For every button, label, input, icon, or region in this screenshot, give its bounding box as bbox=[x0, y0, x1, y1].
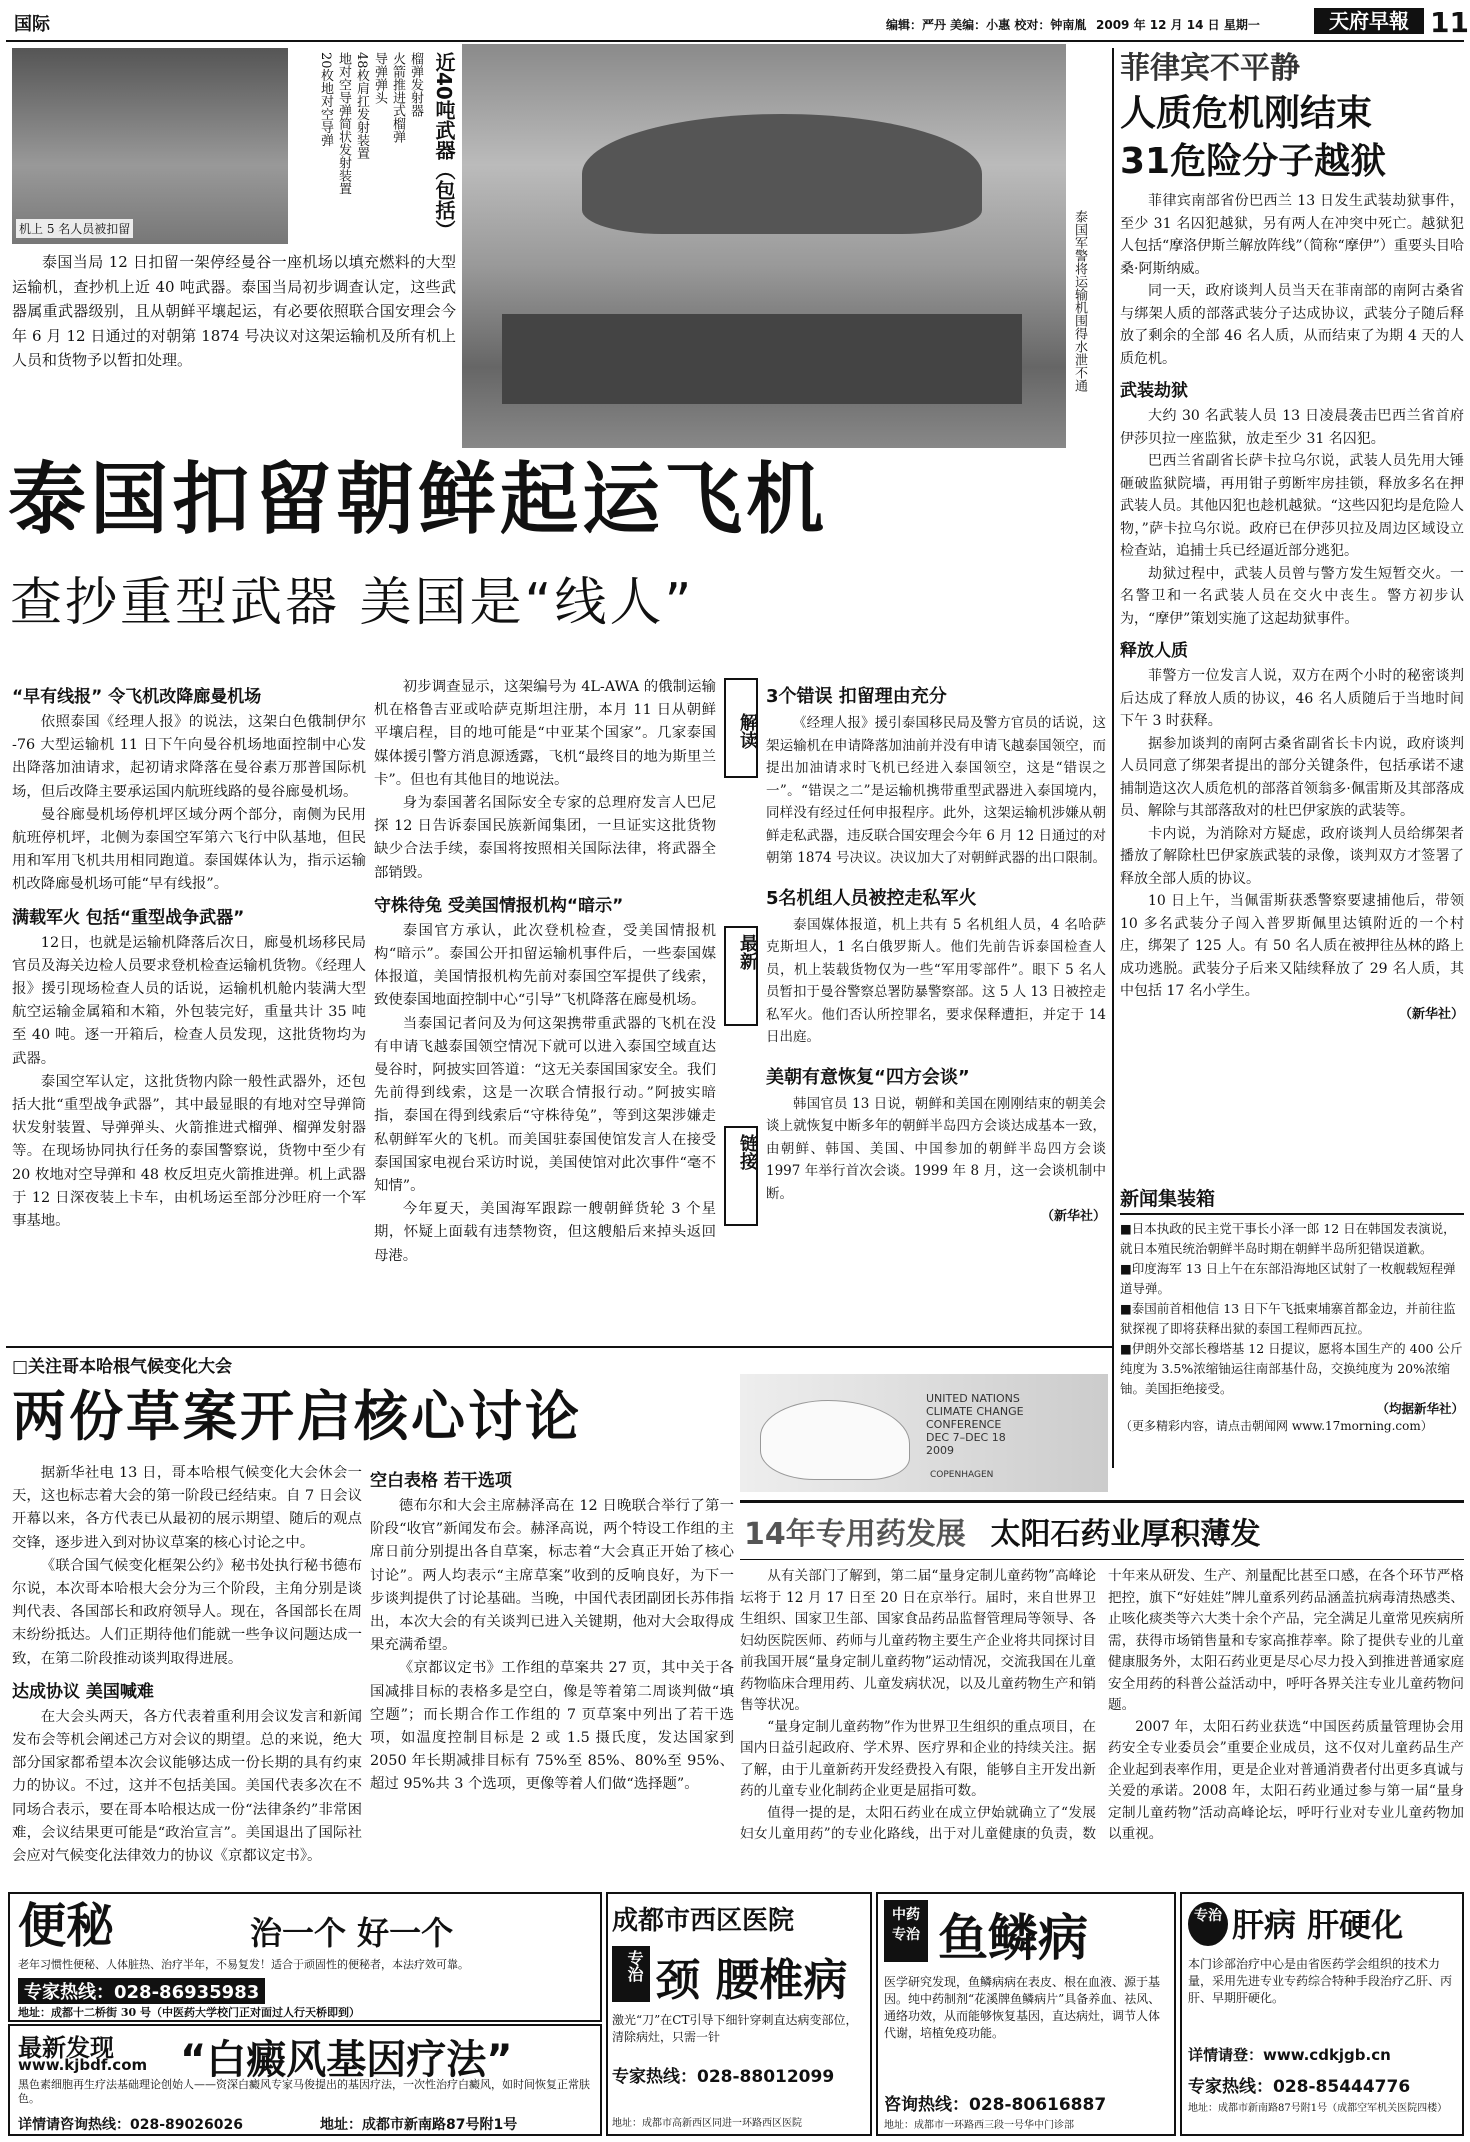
lead-column-2 bbox=[374, 676, 716, 1336]
ad-constipation[interactable] bbox=[8, 1892, 602, 2022]
body-paragraph: 同一天，政府谈判人员当天在菲南部的南阿古桑省与绑架人质的部落武装分子达成协议，武装分子随后释放了剩余的全部 46 名人质，从而结束了为期 4 天的人质危机。 bbox=[1120, 283, 1464, 367]
lead-headline: 泰国扣留朝鲜起运飞机 bbox=[8, 455, 829, 545]
banner-line: DEC 7–DEC 18 bbox=[926, 1431, 1006, 1444]
banner-line: 2009 bbox=[926, 1444, 954, 1457]
banner-city: COPENHAGEN bbox=[930, 1470, 994, 1480]
ad-liver[interactable] bbox=[1180, 1892, 1464, 2136]
ad-phone: 咨询热线：028-80616887 bbox=[884, 2095, 1107, 2115]
pharma-headline-a: 14年专用药发展 bbox=[744, 1517, 966, 1552]
brief-item: ■日本执政的民主党干事长小泽一郎 12 日在韩国发表演说，就日本殖民统治朝鲜半岛时期在朝鲜半岛所犯错误道歉。 bbox=[1120, 1221, 1456, 1256]
right-column-divider bbox=[1112, 48, 1114, 1468]
banner-line: CLIMATE CHANGE bbox=[926, 1405, 1024, 1418]
polar-bear-icon bbox=[760, 1400, 910, 1480]
brief-item: ■伊朗外交部长穆塔基 12 日提议，愿将本国生产的 400 公斤纯度为 3.5%浓缩铀运往南部基什岛，交换纯度为 20%浓缩铀。美国拒绝接受。 bbox=[1120, 1341, 1463, 1396]
lianjie-label: 链接 bbox=[724, 1126, 758, 1226]
body-paragraph: 10 日上午，当佩雷斯获悉警察要逮捕他后，带领 10 多名武装分子闯入普罗斯佩里达镇附近的一个村庄，绑架了 125 人。有 50 名人质在被押往丛林的路上成功逃脱。武装分子后来又陆续释放了 29 名人质，其中包括 17 名小学生。 bbox=[1120, 893, 1464, 999]
philippines-story bbox=[1120, 48, 1464, 1168]
body-paragraph: 卡内说，为消除对方疑虑，政府谈判人员给绑架者播放了解除杜巴伊家族武装的录像，谈判双方才签署了释放全部人质的协议。 bbox=[1120, 825, 1464, 887]
ad-url[interactable]: 详情请登：www.cdkjgb.cn bbox=[1188, 2046, 1391, 2064]
section-heading: 满载军火 包括“重型战争武器” bbox=[12, 907, 245, 928]
body-paragraph: 泰国空军认定，这批货物内除一般性武器外，还包括大批“重型战争武器”，其中最显眼的有地对空导弹筒状发射装置、导弹弹头、火箭推进式榴弹、榴弹发射器等。在现场协同执行任务的泰国警察说，货物中至少有 20 枚地对空导弹和 48 枚反坦克火箭推进弹。机上武器于 12 日深夜装上卡车，由机场运至部分沙旺府一个军事基地。 bbox=[12, 1073, 366, 1230]
issue-date: 2009 年 12 月 14 日 星期一 bbox=[1096, 18, 1260, 32]
paper-logo: 天府早報 bbox=[1314, 8, 1424, 34]
section-heading: 武装劫狱 bbox=[1120, 381, 1188, 401]
body-paragraph: 2007 年，太阳石药业获选“中国医药质量管理协会用药安全专业委员会”重要企业成员，这不仅对儿童药品生产企业起到表率作用，更是企业对普通消费者付出更多真诚与关爱的承诺。2008 年，太阳石药业通过参与第一届“量身定制儿童药物”活动高峰论坛，呼吁行业对专业儿童药物加以重视。 bbox=[1108, 1718, 1464, 1842]
body-paragraph: 据参加谈判的南阿古桑省副省长卡内说，政府谈判人员同意了绑架者提出的部分关键条件，包括承诺不逮捕制造这次人质危机的部落首领翁多·佩雷斯及其部落成员、解除与其部落敌对的杜巴伊家族的武装等。 bbox=[1120, 735, 1464, 819]
section-heading: 释放人质 bbox=[1120, 641, 1188, 661]
ad-badge: 中药专治 bbox=[884, 1900, 928, 1962]
explainer-paragraph: 韩国官员 13 日说，朝鲜和美国在刚刚结束的朝美会谈上就恢复中断多年的朝鲜半岛四方会谈达成基本一致，由朝鲜、韩国、美国、中国参加的朝鲜半岛四方会谈 1997 年举行首次会谈。1999 年 8 月，这一会谈机制中断。 bbox=[766, 1095, 1106, 1202]
ad-address: 地址：成都市一环路西三段一号华中门诊部 bbox=[884, 2120, 1074, 2131]
ad-body: 本门诊部治疗中心是由省医药学会组织的技术力量，采用先进专业专药综合特种手段治疗乙肝、丙肝、早期肝硬化。 bbox=[1188, 1957, 1453, 2005]
banner-line: CONFERENCE bbox=[926, 1418, 1002, 1431]
ad-slogan: “白癜风基因疗法” bbox=[180, 2037, 513, 2083]
body-paragraph: 在大会头两天，各方代表着重利用会议发言和新闻发布会等机会阐述己方对会议的期望。总的来说，绝大部分国家都希望本次会议能够达成一份长期的具有约束力的协议。不过，这并不包括美国。美国代表多次在不同场合表示，要在哥本哈根达成一份“法律条约”非常困难，会议结果更可能是“政治宣言”。美国退出了国际社会应对气候变化法律效力的协议《京都议定书》。 bbox=[12, 1708, 362, 1865]
body-paragraph: 12日，也就是运输机降落后次日，廊曼机场移民局官员及海关边检人员要求登机检查运输机货物。《经理人报》援引现场检查人员的话说，运输机机舱内装满大型航空运输金属箱和木箱，外包装完好，重量共计 35 吨至 40 吨。逐一开箱后，检查人员发现，这批货物均为武器。 bbox=[12, 934, 366, 1067]
credits: 编辑：严丹 美编：小惠 校对：钟南胤 bbox=[886, 18, 1087, 32]
ad-address: 地址：成都十二桥街 30 号（中医药大学校门正对面过人行天桥即到） bbox=[18, 2006, 360, 2019]
news-briefs bbox=[1120, 1184, 1464, 1468]
ad-main: 肝病 肝硬化 bbox=[1232, 1906, 1404, 1944]
page-number: 11 bbox=[1430, 6, 1469, 39]
explainer-heading: 3个错误 扣留理由充分 bbox=[766, 686, 947, 707]
ad-body: 医学研究发现，鱼鳞病病在表皮、根在血液、源于基因。纯中药制剂“花溪牌鱼鳞病片”具备养血、祛风、通络功效，从而能够恢复基因，直达病灶，调节人体代谢，培植免疫功能。 bbox=[884, 1975, 1161, 2040]
body-paragraph: 值得一提的是，太阳石药业在成立伊始就确立了“发展妇女儿童用药”的专业化路线，出于对儿童健康的负责，数十年来从研发、生产、剂量配比甚至口感，在各个环节严格把控，旗下“好娃娃”牌儿童系列药品涵盖抗病毒清热感类、止咳化痰类等六大类十余个产品，完全满足儿童常见疾病所需，获得市场销售量和专家高推荐率。除了提供专业的儿童健康服务外，太阳石药业更是尽心尽力投入到推进普通家庭安全用药的科普公益活动中，呼吁各界关注专业儿童药物问题。 bbox=[740, 1568, 1464, 1842]
story-headline: 人质危机刚结束 bbox=[1120, 93, 1373, 134]
weapon-item: 48枚肩扛发射装置 bbox=[354, 52, 369, 160]
lead-intro bbox=[12, 250, 456, 452]
brief-item: ■印度海军 13 日上午在东部沿海地区试射了一枚舰载短程弹道导弹。 bbox=[1120, 1261, 1456, 1296]
climate-column-2 bbox=[370, 1466, 734, 1882]
body-paragraph: 当泰国记者问及为何这架携带重武器的飞机在没有申请飞越泰国领空情况下就可以进入泰国空域直达曼谷时，阿披实回答道：“这无关泰国国家安全。我们先前得到线索，这是一次联合情报行动。”阿披实暗指，泰国在得到线索后“守株待兔”，等到这架涉嫌走私朝鲜军火的飞机。而美国驻泰国使馆发言人在接受泰国国家电视台采访时说，美国使馆对此次事件“毫不知情”。 bbox=[374, 1015, 716, 1195]
explainer-heading: 5名机组人员被控走私军火 bbox=[766, 887, 977, 909]
body-paragraph: 大约 30 名武装人员 13 日凌晨袭击巴西兰省首府伊莎贝拉一座监狱，放走至少 31 名囚犯。 bbox=[1120, 408, 1464, 447]
ad-phone: 专家热线：028-85444776 bbox=[1188, 2077, 1411, 2097]
ad-body: 黑色素细胞再生疗法基础理论创始人——资深白癜风专家马俊提出的基因疗法，一次性治疗白癜风，如时间恢复正常肤色。 bbox=[18, 2078, 590, 2105]
ad-title: 成都市西区医院 bbox=[612, 1906, 795, 1936]
climate-headline: 两份草案开启核心讨论 bbox=[12, 1385, 582, 1448]
ad-special-badge: 专治 bbox=[612, 1946, 650, 2002]
weapon-item: 导弹弹头 bbox=[372, 52, 387, 104]
explainer-paragraph: 《经理人报》援引泰国移民局及警方官员的话说，这架运输机在申请降落加油前并没有申请飞越泰国领空，而提出加油请求时飞机已经进入泰国领空，这是“错误之一”。“错误之二”是运输机携带重型武器进入泰国境内，同样没有经过任何申报程序。此外，这架运输机涉嫌从朝鲜走私武器，违反联合国安理会今年 6 月 12 日通过的对朝第 1874 号决议。决议加大了对朝鲜武器的出口限制。 bbox=[766, 715, 1106, 866]
weapon-item: 榴弹发射器 bbox=[408, 52, 423, 117]
section-heading: 守株待兔 受美国情报机构“暗示” bbox=[374, 895, 624, 916]
weapon-item: 火箭推进式榴弹 bbox=[390, 52, 405, 143]
plane-shape bbox=[582, 114, 982, 234]
source-credit: （均据新华社） bbox=[1376, 1401, 1464, 1416]
photo-caption: 机上 5 名人员被扣留 bbox=[16, 219, 133, 238]
jiedu-label: 解读 bbox=[724, 678, 758, 778]
header-rule bbox=[6, 40, 1464, 42]
pharma-body bbox=[740, 1566, 1464, 1886]
explainer-paragraph: 泰国媒体报道，机上共有 5 名机组人员，4 名哈萨克斯坦人，1 名白俄罗斯人。他们先前告诉泰国检查人员，机上装载货物仅为一些“军用零部件”。眼下 5 名人员暂扣于曼谷警察总署防暴警察部。这 5 人 13 日被控走私军火。他们否认所控罪名，要求保释遭拒，并定于 14 日出庭。 bbox=[766, 916, 1106, 1045]
ad-phone: 专家热线：028-86935983 bbox=[18, 1978, 265, 2004]
body-paragraph: “量身定制儿童药物”作为世界卫生组织的重点项目，在国内日益引起政府、学术界、医疗界和企业的持续关注。据了解，由于儿童新药开发经费投入有限，能够自主开发出新药的儿童专业化制药企业更是屈指可数。 bbox=[740, 1718, 1096, 1799]
banner-text bbox=[926, 1392, 1024, 1457]
plane-photo-caption: 泰国军警将运输机围得水泄不通 bbox=[1072, 210, 1087, 392]
story-kicker: 菲律宾不平静 bbox=[1120, 51, 1300, 86]
body-paragraph: 德布尔和大会主席赫泽高在 12 日晚联合举行了第一阶段“收官”新闻发布会。赫泽高说，两个特设工作组的主席日前分别提出各自草案，标志着“大会真正开始了核心讨论”。两人均表示“主席草案”收到的反响良好，为下一步谈判提供了讨论基础。当晚，中国代表团副团长苏伟指出，本次大会的有关谈判已进入关键期，他对大会取得成果充满希望。 bbox=[370, 1498, 734, 1654]
pharma-headline bbox=[740, 1500, 1464, 1560]
body-paragraph: 依照泰国《经理人报》的说法，这架白色俄制伊尔 -76 大型运输机 11 日下午向曼谷机场地面控制中心发出降落加油请求，起初请求降落在曼谷素万那普国际机场，但后改降主要承运国内航班线路的曼谷廊曼机场。 bbox=[12, 714, 366, 800]
weapon-item: 20枚地对空导弹 bbox=[318, 52, 333, 147]
lead-column-3 bbox=[766, 676, 1106, 1336]
explainer-heading: 美朝有意恢复“四方会谈” bbox=[766, 1066, 970, 1088]
zuixin-label: 最新 bbox=[724, 926, 758, 1026]
body-paragraph: 巴西兰省副省长萨卡拉乌尔说，武装人员先用大锤砸破监狱院墙，再用钳子剪断牢房挂锁，释放多名在押武装人员。其他囚犯也趁机越狱。“这些囚犯均是危险人物，”萨卡拉乌尔说。政府已在伊莎贝拉及周边区域设立检查站，追捕士兵已经逼近部分逃犯。 bbox=[1120, 453, 1464, 559]
weapons-list bbox=[294, 52, 424, 240]
ad-title: 便秘 bbox=[18, 1898, 115, 1954]
story-headline: 31危险分子越狱 bbox=[1120, 141, 1387, 182]
banner-line: UNITED NATIONS bbox=[926, 1392, 1020, 1405]
ad-main: 鱼鳞病 bbox=[938, 1909, 1088, 1967]
ad-address: 地址：成都市高新西区同进一环路西区医院 bbox=[612, 2118, 802, 2129]
more-link[interactable]: （更多精彩内容，请点击朝闻网 www.17morning.com） bbox=[1120, 1419, 1433, 1433]
ad-url[interactable]: www.kjbdf.com bbox=[18, 2056, 148, 2074]
body-paragraph: 《联合国气候变化框架公约》秘书处执行秘书德布尔说，本次哥本哈根大会分为三个阶段，主角分别是谈判代表、各国部长和政府领导人。现在，各国部长在周末纷纷抵达。人们正期待他们能就一些争议问题达成一致，在第二阶段推动谈判取得进展。 bbox=[12, 1557, 362, 1667]
ad-address: 地址：成都市新南路87号附1号 bbox=[320, 2117, 518, 2133]
intro-paragraph: 泰国当局 12 日扣留一架停经曼谷一座机场以填充燃料的大型运输机，查抄机上近 40 吨武器。泰国当局初步调查认定，这些武器属重武器级别，且从朝鲜平壤起运，有必要依照联合国安理会今年 6 月 12 日通过的对朝第 1874 号决议对这架运输机及所有机上人员和货物予以暂扣处理。 bbox=[12, 253, 456, 369]
weapon-item: 地对空导弹简状发射装置 bbox=[336, 52, 351, 195]
ad-body: 老年习惯性便秘、人体脏热、治疗半年，不易复发！适合于顽固性的便秘者，本法疗效可靠。 bbox=[18, 1958, 469, 1971]
ad-spine-hospital[interactable] bbox=[606, 1892, 872, 2136]
source-credit: （新华社） bbox=[1398, 1006, 1464, 1022]
climate-banner bbox=[740, 1374, 1108, 1492]
body-paragraph: 曼谷廊曼机场停机坪区域分两个部分，南侧为民用航班停机坪，北侧为泰国空军第六飞行中队基地，但民用和军用飞机共用相同跑道。泰国媒体认为，指示运输机改降廊曼机场可能“早有线报”。 bbox=[12, 806, 366, 893]
body-paragraph: 劫狱过程中，武装人员曾与警方发生短暂交火。一名警卫和一名武装人员在交火中丧生。警方初步认为，“摩伊”策划实施了这起劫狱事件。 bbox=[1120, 565, 1464, 627]
section-label: 国际 bbox=[14, 14, 50, 35]
climate-column-label: □关注哥本哈根气候变化大会 bbox=[12, 1357, 233, 1377]
ad-ichthyosis[interactable] bbox=[876, 1892, 1176, 2136]
body-paragraph: 据新华社电 13 日，哥本哈根气候变化大会休会一天，这也标志着大会的第一阶段已经结束。自 7 日会议开幕以来，各方代表已从最初的展示期望、随后的观点交锋，逐步进入到对协议草案的核心讨论之中。 bbox=[12, 1465, 362, 1551]
pharma-headline-b: 太阳石药业厚积薄发 bbox=[990, 1517, 1261, 1552]
section-heading: 达成协议 美国喊难 bbox=[12, 1681, 154, 1702]
ad-phone: 详情请咨询热线：028-89026026 bbox=[18, 2117, 243, 2133]
section-heading: “早有线报” 令飞机改降廊曼机场 bbox=[12, 687, 262, 707]
cargo-plane-photo bbox=[462, 44, 1066, 448]
body-paragraph: 菲律宾南部省份巴西兰 13 日发生武装劫狱事件，至少 31 名囚犯越狱，另有两人在冲突中死亡。越狱犯人包括“摩洛伊斯兰解放阵线”（简称“摩伊”）重要头目哈桑·阿斯纳威。 bbox=[1120, 193, 1464, 277]
briefs-title: 新闻集装箱 bbox=[1120, 1184, 1464, 1215]
body-paragraph: 《京都议定书》工作组的草案共 27 页，其中关于各国减排目标的表格多是空白，像是等着第二周谈判做“填空题”；而长期合作工作组的 7 页草案中列出了若干选项，如温度控制目标是 2 或 1.5 摄氏度，发达国家到 2050 年长期减排目标有 75%至 85%、80%至 95%、超过 95%共 3 个选项，更像等着人们做“选择题”。 bbox=[370, 1660, 734, 1793]
climate-column-1 bbox=[12, 1462, 362, 1882]
body-paragraph: 菲警方一位发言人说，双方在两个小时的秘密谈判后达成了释放人质的协议，46 名人质随后于当地时间下午 3 时获释。 bbox=[1120, 668, 1464, 729]
ad-badge: 专治 bbox=[1188, 1902, 1228, 1946]
weapons-box bbox=[292, 48, 458, 244]
pharma-story bbox=[740, 1500, 1464, 1882]
body-paragraph: 泰国官方承认，此次登机检查，受美国情报机构“暗示”。泰国公开扣留运输机事件后，一些泰国媒体报道，美国情报机构先前对泰国空军提供了线索，致使泰国地面控制中心“引导”飞机降落在廊曼机场。 bbox=[374, 922, 716, 1009]
body-paragraph: 身为泰国著名国际安全专家的总理府发言人巴尼探 12 日告诉泰国民族新闻集团，一旦证实这批货物缺少合法手续，泰国将按照相关国际法律，将武器全部销毁。 bbox=[374, 795, 716, 881]
ad-vitiligo[interactable] bbox=[8, 2024, 602, 2136]
source-credit: （新华社） bbox=[1040, 1209, 1106, 1224]
ad-main: 颈 腰椎病 bbox=[656, 1955, 848, 2006]
ad-slogan: 治一个 好一个 bbox=[250, 1914, 454, 1952]
brief-item: ■泰国前首相他信 13 日下午飞抵柬埔寨首都金边，并前往监狱探视了即将获释出狱的泰国工程师西瓦拉。 bbox=[1120, 1301, 1456, 1336]
body-paragraph: 从有关部门了解到，第二届“量身定制儿童药物”高峰论坛将于 12 月 17 日至 20 日在京举行。届时，来自世界卫生组织、国家卫生部、国家食品药品监督管理局等领导、各妇幼医院医师、药师与儿童药物主要生产企业将共同探讨目前我国开展“量身定制儿童药物”运动情况，交流我国在儿童药物临床合理用药、儿童发病状况，以及儿童药物生产和销售等状况。 bbox=[740, 1568, 1096, 1713]
weapons-box-title: 近40吨武器（包括） bbox=[432, 52, 456, 240]
page-header bbox=[6, 6, 1469, 39]
ad-title: 最新发现 bbox=[18, 2034, 114, 2062]
detained-crew-photo bbox=[12, 48, 288, 244]
ad-address: 地址：成都市新南路87号附1号（成都空军机关医院四楼） bbox=[1188, 2103, 1448, 2114]
ad-slogan: 激光“刀”在CT引导下细针穿刺直达病变部位，清除病灶，只需一针 bbox=[612, 2013, 858, 2044]
body-paragraph: 今年夏天，美国海军跟踪一艘朝鲜货轮 3 个星期，怀疑上面载有违禁物资，但这艘船后来掉头返回母港。 bbox=[374, 1201, 716, 1264]
trucks-shape bbox=[502, 314, 1022, 404]
ad-phone: 专家热线：028-88012099 bbox=[612, 2067, 835, 2087]
climate-rule bbox=[6, 1346, 1112, 1348]
lead-column-1 bbox=[12, 676, 366, 1336]
body-paragraph: 初步调查显示，这架编号为 4L-AWA 的俄制运输机在格鲁吉亚或哈萨克斯坦注册，本月 11 日从朝鲜平壤启程，目的地可能是“中亚某个国家”。几家泰国媒体援引警方消息源透露，飞机“最终目的地为斯里兰卡”。但也有其他目的地说法。 bbox=[374, 679, 716, 788]
section-heading: 空白表格 若干选项 bbox=[370, 1471, 512, 1491]
lead-subheadline: 查抄重型武器 美国是“线人” bbox=[10, 573, 695, 633]
